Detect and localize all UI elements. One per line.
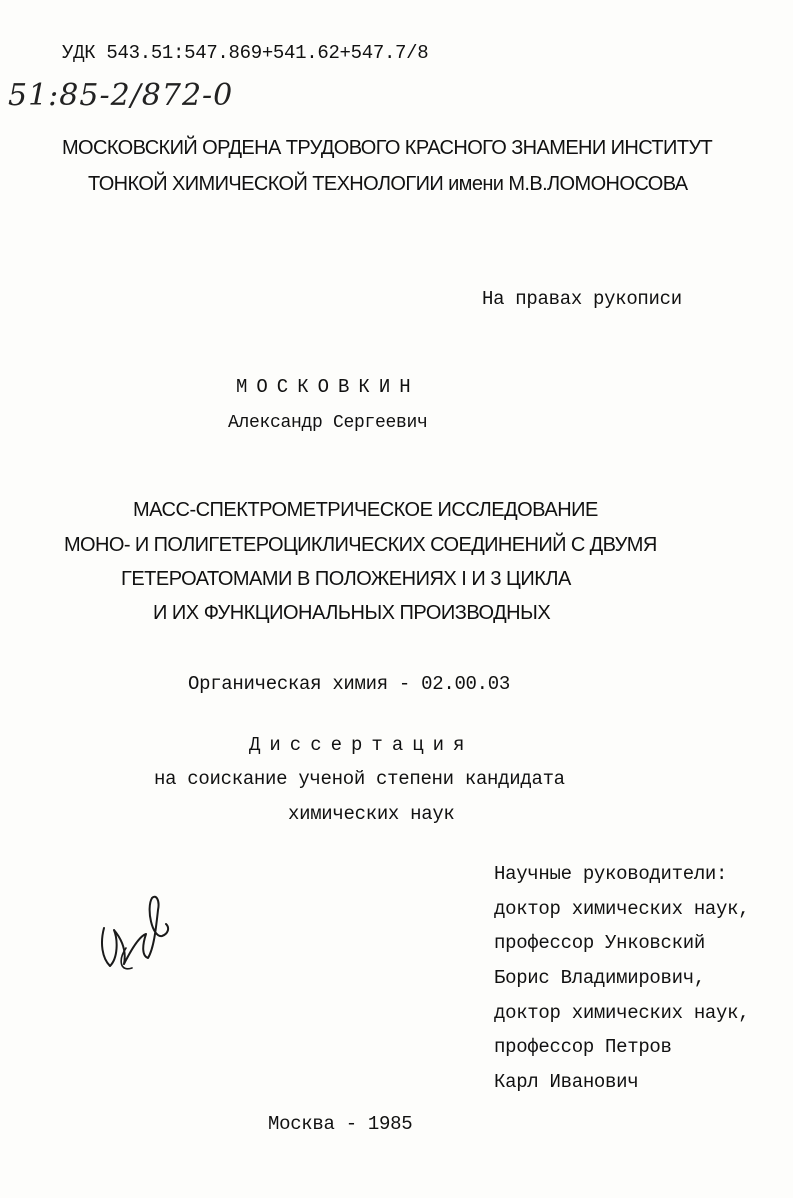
supervisors-heading: Научные руководители: <box>494 863 728 885</box>
title-line-4: И ИХ ФУНКЦИОНАЛЬНЫХ ПРОИЗВОДНЫХ <box>153 602 551 624</box>
supervisor-line: профессор Петров <box>494 1036 672 1058</box>
udk-line: УДК 543.51:547.869+541.62+547.7/8 <box>62 42 429 64</box>
title-line-3: ГЕТЕРОАТОМАМИ В ПОЛОЖЕНИЯХ I И 3 ЦИКЛА <box>121 568 571 590</box>
institution-line-2: ТОНКОЙ ХИМИЧЕСКОЙ ТЕХНОЛОГИИ имени М.В.ЛОМОНОСОВА <box>88 173 688 195</box>
city-year: Москва - 1985 <box>268 1113 413 1135</box>
supervisor-line: доктор химических наук, <box>494 1002 750 1024</box>
supervisor-line: профессор Унковский <box>494 932 705 954</box>
signature-scribble <box>96 888 176 978</box>
handwritten-archive-mark: 51:85-2/872-0 <box>8 78 234 113</box>
title-line-1: МАСС-СПЕКТРОМЕТРИЧЕСКОЕ ИССЛЕДОВАНИЕ <box>133 499 598 521</box>
author-surname: МОСКОВКИН <box>236 376 420 398</box>
supervisor-line: Карл Иванович <box>494 1071 639 1093</box>
institution-line-1: МОСКОВСКИЙ ОРДЕНА ТРУДОВОГО КРАСНОГО ЗНАМЕНИ ИНСТИТУТ <box>62 137 713 159</box>
title-line-2: МОНО- И ПОЛИГЕТЕРОЦИКЛИЧЕСКИХ СОЕДИНЕНИЙ С ДВУМЯ <box>64 534 657 556</box>
supervisor-line: доктор химических наук, <box>494 898 750 920</box>
dissertation-degree-line: на соискание ученой степени кандидата <box>154 768 565 790</box>
author-name: Александр Сергеевич <box>228 413 428 433</box>
dissertation-field-line: химических наук <box>288 803 455 825</box>
specialty-code: Органическая химия - 02.00.03 <box>188 673 510 695</box>
dissertation-label: Диссертация <box>249 734 474 756</box>
supervisor-line: Борис Владимирович, <box>494 967 705 989</box>
manuscript-rights-note: На правах рукописи <box>482 288 682 310</box>
